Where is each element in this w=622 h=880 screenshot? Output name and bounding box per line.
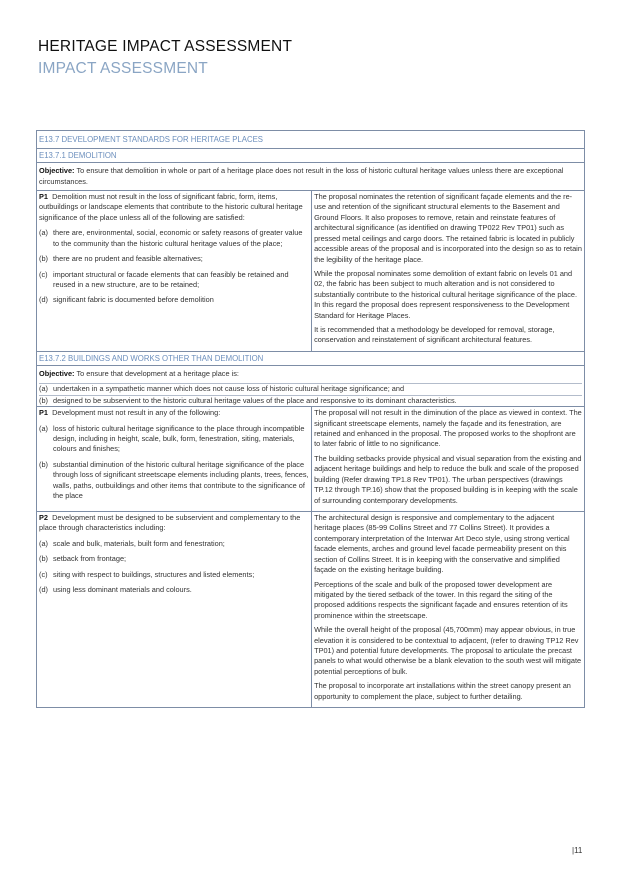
criterion-item: [39, 460, 309, 502]
demolition-p1-response: [312, 190, 585, 351]
response-paragraph: Perceptions of the scale and bulk of the proposed tower development are mitigated by the tiered setback of the tower. In this regard the siting of the proposed additions respects the significant façade and ensures retention of its prominence within the streetscape.: [314, 579, 568, 620]
p1-text: Development must not result in any of the following:: [52, 408, 221, 418]
criterion-text: undertaken in a sympathetic manner which does not cause loss of historic cultural heritage significance; and: [53, 384, 405, 394]
criterion-marker: (b): [39, 554, 48, 564]
demolition-heading: E13.7.1 DEMOLITION: [37, 149, 585, 163]
criterion-item: [39, 295, 309, 305]
criterion-marker: (d): [39, 295, 48, 305]
criterion-item: [39, 395, 582, 406]
criterion-item: [39, 570, 309, 580]
p1-code: P1: [39, 191, 48, 201]
response-paragraph: The proposal will not result in the diminution of the place as viewed in context. The significant streetscape elements, namely the façade and its fenestration, are retained and enhanced in the proposal. The proposed works to the shopfront are to later fabric of little to no significance.: [314, 408, 582, 449]
buildings-p2-criteria: [37, 512, 312, 708]
criterion-marker: (c): [39, 269, 48, 279]
document-title: HERITAGE IMPACT ASSESSMENT: [38, 38, 293, 55]
criterion-text: designed to be subservient to the historic cultural heritage values of the place and responsive to its dominant characteristics.: [53, 395, 457, 405]
criterion-item: [39, 228, 309, 249]
criterion-marker: (d): [39, 585, 48, 595]
criterion-item: [39, 254, 309, 264]
criterion-marker: (b): [39, 395, 48, 405]
response-paragraph: The building setbacks provide physical and visual separation from the existing and adjacent heritage buildings and help to reduce the bulk and scale of the proposed building (Refer drawing TP1.8 Rev TP01). The urban perspectives (drawings TP.12 through TP.16) show that the proposed building is in keeping with the scale of surrounding contemporary developments.: [314, 453, 582, 505]
criterion-item: [39, 554, 309, 564]
criterion-text: using less dominant materials and colours.: [53, 585, 192, 595]
criterion-marker: (b): [39, 254, 48, 264]
criterion-item: [39, 424, 309, 455]
buildings-heading: E13.7.2 BUILDINGS AND WORKS OTHER THAN DEMOLITION: [37, 351, 585, 365]
criterion-item: [39, 585, 309, 595]
objective-label: Objective:: [39, 166, 75, 176]
buildings-p1-row: [37, 407, 585, 512]
document-subtitle: IMPACT ASSESSMENT: [38, 60, 208, 77]
response-paragraph: The proposal to incorporate art installations within the street canopy present an opportunity to complement the place, subject to further detailing.: [314, 681, 571, 701]
buildings-objective: [37, 365, 585, 406]
criterion-text: important structural or facade elements that can feasibly be retained and reused in a new structure, are to be retained;: [53, 269, 289, 289]
criterion-marker: (a): [39, 228, 48, 238]
criterion-marker: (b): [39, 459, 48, 469]
criterion-marker: (c): [39, 569, 48, 579]
demolition-objective: [37, 163, 585, 191]
objective-text: To ensure that demolition in whole or part of a heritage place does not result in the loss of historic cultural heritage values unless there are exceptional circumstances.: [39, 166, 564, 186]
objective-text: To ensure that development at a heritage place is:: [76, 368, 239, 378]
criterion-item: [39, 270, 309, 291]
criterion-item: [39, 539, 309, 549]
response-paragraph: The architectural design is responsive and complementary to the adjacent heritage places (85-99 Collins Street and 77 Collins Street). It provides a contemporary interpretation of the Interwar Art Deco style, using strong vertical facade elements, arches and ground level facade permeability present on this section of Collins Street. It is in keeping with the conservative and simplified façade on the existing heritage building.: [314, 513, 570, 575]
criterion-marker: (a): [39, 384, 48, 394]
criterion-text: significant fabric is documented before demolition: [53, 295, 214, 305]
buildings-p1-criteria: [37, 407, 312, 512]
criterion-item: [39, 383, 582, 394]
objective-label: Objective:: [39, 368, 75, 378]
criterion-text: substantial diminution of the historic cultural heritage significance of the place through loss of significant streetscape elements including plants, trees, fences, walls, paths, outbuildings and other items that contribute to the significance of the place: [53, 459, 309, 501]
p2-code: P2: [39, 513, 48, 522]
response-paragraph: While the proposal nominates some demolition of extant fabric on levels 01 and 02, the fabric has been subject to much alteration and is not considered to substantially contribute to the historical cultural heritage significance of the place. In this regard the proposal does represent responsiveness to the Development Standard for Heritage Places.: [314, 268, 577, 320]
criterion-text: scale and bulk, materials, built form and fenestration;: [53, 538, 225, 548]
response-paragraph: The proposal nominates the retention of significant façade elements and the re-use and retention of the significant structural elements to the Basement and Ground Floors. It also proposes to remove, retain and reinstate features of architectural significance (as identified on drawing TP022 Rev TP01) such as pressed metal ceilings and cargo doors. The retained fabric is located in publicly accessible areas of the proposal and is incorporated into the design so as to retain the legibility of the heritage place.: [314, 191, 582, 264]
criterion-text: there are no prudent and feasible alternatives;: [53, 254, 203, 264]
criterion-text: loss of historic cultural heritage significance to the place through incompatible design, including in height, scale, bulk, form, fenestration, siting, materials, colours and finishes;: [53, 423, 305, 454]
buildings-p1-response: [312, 407, 585, 512]
criterion-text: setback from frontage;: [53, 554, 127, 564]
criterion-text: siting with respect to buildings, structures and listed elements;: [53, 569, 255, 579]
buildings-p2-response: [312, 512, 585, 708]
development-standards-table: [36, 130, 585, 708]
p1-text: Demolition must not result in the loss of significant fabric, form, items, outbuildings or landscape elements that contribute to the historic cultural heritage significance of the place unless all of the following are satisfied:: [39, 191, 303, 222]
buildings-p2-row: [37, 512, 585, 708]
page-number: |11: [572, 846, 583, 855]
demolition-p1-row: [37, 190, 585, 351]
section-heading: E13.7 DEVELOPMENT STANDARDS FOR HERITAGE PLACES: [37, 131, 585, 149]
response-paragraph: It is recommended that a methodology be developed for removal, storage, conservation and reinstatement of significant architectural features.: [314, 325, 555, 345]
p2-text: Development must be designed to be subservient and complementary to the place through characteristics including:: [39, 513, 301, 533]
criterion-text: there are, environmental, social, economic or safety reasons of greater value to the community than the historic cultural heritage values of the place;: [53, 228, 303, 248]
p1-code: P1: [39, 408, 48, 418]
demolition-p1-criteria: [37, 190, 312, 351]
criterion-marker: (a): [39, 423, 48, 433]
criterion-marker: (a): [39, 538, 48, 548]
response-paragraph: While the overall height of the proposal (45,700mm) may appear obvious, in true elevation it is considered to be contextual to adjacent, (refer to drawing TP12 Rev TP01) and potential future developments. The proposal to articulate the precast panels to what would otherwise be a blank elevation to the south west will mitigate potential perceptions of bulk.: [314, 625, 582, 676]
